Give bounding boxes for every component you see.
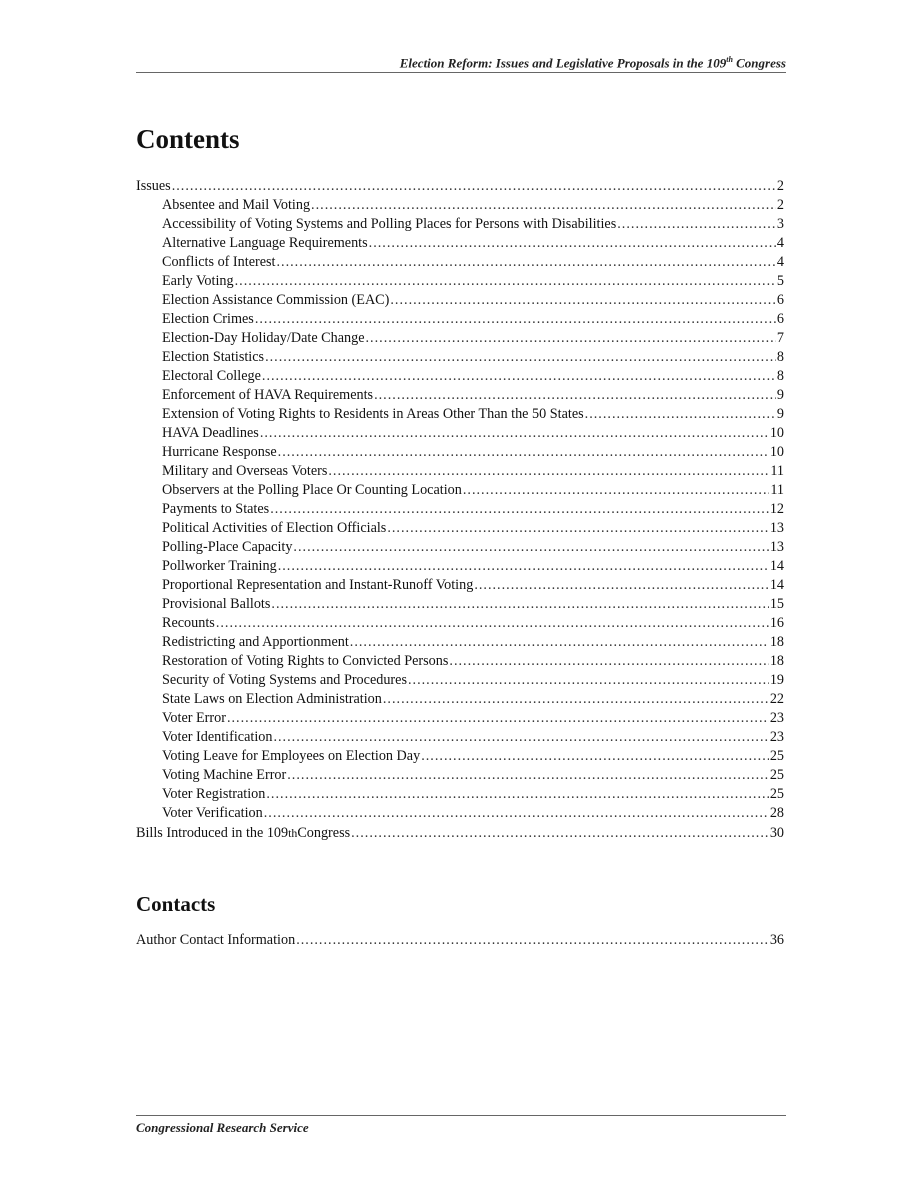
toc-entry-page: 18 <box>769 653 784 669</box>
toc-entry-page: 13 <box>769 520 784 536</box>
toc-entry-label: Election Statistics <box>162 349 265 365</box>
toc-entry[interactable] <box>136 272 784 291</box>
dot-leader <box>328 462 769 481</box>
running-header-title: Election Reform: Issues and Legislative Proposals in the 109 <box>399 55 727 71</box>
dot-leader <box>463 481 769 500</box>
toc-entry-label: Hurricane Response <box>162 444 277 460</box>
dot-leader <box>449 652 768 671</box>
toc-entry-page: 22 <box>769 691 784 707</box>
toc-entry-page: 7 <box>776 330 784 346</box>
toc-entry[interactable] <box>136 291 784 310</box>
dot-leader <box>374 386 776 405</box>
toc-entry[interactable] <box>136 576 784 595</box>
dot-leader <box>293 538 768 557</box>
toc-entry-page: 2 <box>776 178 784 194</box>
dot-leader <box>474 576 769 595</box>
toc-entry[interactable] <box>136 405 784 424</box>
toc-entry-page: 13 <box>769 539 784 555</box>
contents-title: Contents <box>136 124 240 154</box>
toc-entry-label: Alternative Language Requirements <box>162 235 368 251</box>
contacts-list <box>136 931 784 950</box>
toc-entry[interactable] <box>136 310 784 329</box>
toc-entry-label: Accessibility of Voting Systems and Polling Places for Persons with Disabilities <box>162 216 617 232</box>
toc-entry-label: State Laws on Election Administration <box>162 691 382 707</box>
toc-entry-label: Early Voting <box>162 273 234 289</box>
toc-entry-issues[interactable] <box>136 177 784 196</box>
dot-leader <box>278 443 769 462</box>
toc-entry-label: Electoral College <box>162 368 261 384</box>
toc-entry-label: Proportional Representation and Instant-Runoff Voting <box>162 577 474 593</box>
toc-entry[interactable] <box>136 215 784 234</box>
toc-entry-label: Redistricting and Apportionment <box>162 634 349 650</box>
dot-leader <box>287 766 769 785</box>
dot-leader <box>227 709 769 728</box>
toc-entry-bills[interactable] <box>136 824 784 843</box>
toc-entry-label: Observers at the Polling Place Or Counting Location <box>162 482 462 498</box>
toc-entry-label: Extension of Voting Rights to Residents in Areas Other Than the 50 States <box>162 406 584 422</box>
toc-entry[interactable] <box>136 538 784 557</box>
dot-leader <box>390 291 776 310</box>
toc-entry-label: HAVA Deadlines <box>162 425 259 441</box>
toc-entry-label: Enforcement of HAVA Requirements <box>162 387 374 403</box>
toc-entry-page: 4 <box>776 254 784 270</box>
running-header-suffix: Congress <box>732 55 786 71</box>
toc-entry[interactable] <box>136 234 784 253</box>
toc-entry-page: 28 <box>769 805 784 821</box>
header-divider <box>136 72 786 73</box>
toc-entry-page: 3 <box>776 216 784 232</box>
dot-leader <box>276 253 775 272</box>
table-of-contents <box>136 177 784 843</box>
toc-entry-label: Election-Day Holiday/Date Change <box>162 330 365 346</box>
toc-entry-page: 16 <box>769 615 784 631</box>
toc-entry[interactable] <box>136 367 784 386</box>
toc-entry[interactable] <box>136 424 784 443</box>
toc-entry[interactable] <box>136 481 784 500</box>
toc-entry-label: Conflicts of Interest <box>162 254 276 270</box>
dot-leader <box>296 931 769 950</box>
toc-entry[interactable] <box>136 329 784 348</box>
footer-text: Congressional Research Service <box>136 1120 309 1135</box>
toc-entry-page: 2 <box>776 197 784 213</box>
toc-entry-label: Absentee and Mail Voting <box>162 197 311 213</box>
toc-entry-label: Election Crimes <box>162 311 254 327</box>
dot-leader <box>262 367 776 386</box>
dot-leader <box>255 310 776 329</box>
dot-leader <box>617 215 776 234</box>
toc-entry-label: Voter Registration <box>162 786 266 802</box>
toc-entry-label: Author Contact Information <box>136 932 296 948</box>
toc-entry-page: 9 <box>776 387 784 403</box>
toc-entry[interactable] <box>136 462 784 481</box>
toc-entry-page: 11 <box>770 482 784 498</box>
dot-leader <box>408 671 769 690</box>
toc-entry-label: Pollworker Training <box>162 558 277 574</box>
dot-leader <box>351 824 769 843</box>
toc-entry-page: 14 <box>769 577 784 593</box>
toc-entry-page: 25 <box>769 767 784 783</box>
toc-entry-page: 8 <box>776 368 784 384</box>
dot-leader <box>421 747 769 766</box>
toc-entry[interactable] <box>136 652 784 671</box>
toc-entry-page: 6 <box>776 311 784 327</box>
toc-entry[interactable] <box>136 595 784 614</box>
toc-entry-label: Recounts <box>162 615 215 631</box>
toc-entry-page: 8 <box>776 349 784 365</box>
toc-entry-page: 11 <box>770 463 784 479</box>
toc-entry-page: 9 <box>776 406 784 422</box>
dot-leader <box>216 614 769 633</box>
toc-entry-label: Voting Machine Error <box>162 767 287 783</box>
toc-entry-label: Payments to States <box>162 501 270 517</box>
toc-entry[interactable] <box>136 253 784 272</box>
dot-leader <box>387 519 768 538</box>
toc-entry[interactable] <box>136 348 784 367</box>
toc-entry[interactable] <box>136 709 784 728</box>
toc-entry-label: Election Assistance Commission (EAC) <box>162 292 390 308</box>
toc-entry-label: Military and Overseas Voters <box>162 463 328 479</box>
toc-entry[interactable] <box>136 614 784 633</box>
toc-entry-superscript: th <box>288 826 298 840</box>
dot-leader <box>366 329 776 348</box>
dot-leader <box>273 728 768 747</box>
dot-leader <box>265 348 776 367</box>
toc-entry[interactable] <box>136 785 784 804</box>
toc-entry-label: Voter Error <box>162 710 226 726</box>
dot-leader <box>350 633 769 652</box>
toc-entry-page: 23 <box>769 729 784 745</box>
toc-entry-page: 14 <box>769 558 784 574</box>
toc-entry[interactable] <box>136 747 784 766</box>
toc-entry-author-contact[interactable] <box>136 931 784 950</box>
dot-leader <box>585 405 776 424</box>
toc-entry-page: 15 <box>769 596 784 612</box>
toc-entry-page: 23 <box>769 710 784 726</box>
dot-leader <box>235 272 776 291</box>
toc-entry-label: Polling-Place Capacity <box>162 539 293 555</box>
toc-entry-page: 25 <box>769 748 784 764</box>
toc-entry-page: 18 <box>769 634 784 650</box>
toc-entry-label: Provisional Ballots <box>162 596 271 612</box>
toc-entry-page: 12 <box>769 501 784 517</box>
footer-divider <box>136 1115 786 1116</box>
toc-entry-label: Political Activities of Election Officials <box>162 520 387 536</box>
toc-entry-label: Voting Leave for Employees on Election Day <box>162 748 421 764</box>
toc-entry[interactable] <box>136 633 784 652</box>
toc-entry[interactable] <box>136 519 784 538</box>
toc-entry-page: 5 <box>776 273 784 289</box>
toc-entry-page: 25 <box>769 786 784 802</box>
toc-entry-page: 19 <box>769 672 784 688</box>
toc-entry[interactable] <box>136 443 784 462</box>
toc-entry-page: 10 <box>769 425 784 441</box>
toc-entry-page: 6 <box>776 292 784 308</box>
dot-leader <box>369 234 776 253</box>
toc-entry[interactable] <box>136 671 784 690</box>
toc-entry-page: 36 <box>769 932 784 948</box>
toc-entry-label: Voter Identification <box>162 729 273 745</box>
toc-entry-page: 4 <box>776 235 784 251</box>
running-header <box>136 55 786 71</box>
toc-entry[interactable] <box>136 690 784 709</box>
dot-leader <box>311 196 776 215</box>
toc-entry-page: 30 <box>769 825 784 841</box>
toc-entry[interactable] <box>136 386 784 405</box>
toc-entry-label: Bills Introduced in the 109 <box>136 825 289 841</box>
dot-leader <box>260 424 769 443</box>
toc-entry[interactable] <box>136 804 784 823</box>
toc-entry-page: 10 <box>769 444 784 460</box>
toc-entry[interactable] <box>136 196 784 215</box>
toc-entry[interactable] <box>136 766 784 785</box>
dot-leader <box>278 557 769 576</box>
toc-entry[interactable] <box>136 500 784 519</box>
dot-leader <box>172 177 776 196</box>
dot-leader <box>383 690 769 709</box>
running-header-superscript: th <box>726 55 733 64</box>
contacts-title: Contacts <box>136 892 216 916</box>
toc-entry-label: Issues <box>136 178 171 194</box>
toc-entry[interactable] <box>136 557 784 576</box>
dot-leader <box>264 804 769 823</box>
dot-leader <box>266 785 768 804</box>
dot-leader <box>271 595 768 614</box>
toc-entry-label-suffix: Congress <box>297 825 351 841</box>
dot-leader <box>270 500 769 519</box>
toc-entry-label: Voter Verification <box>162 805 263 821</box>
toc-entry-label: Security of Voting Systems and Procedures <box>162 672 407 688</box>
toc-entry-label: Restoration of Voting Rights to Convicted Persons <box>162 653 449 669</box>
toc-entry[interactable] <box>136 728 784 747</box>
